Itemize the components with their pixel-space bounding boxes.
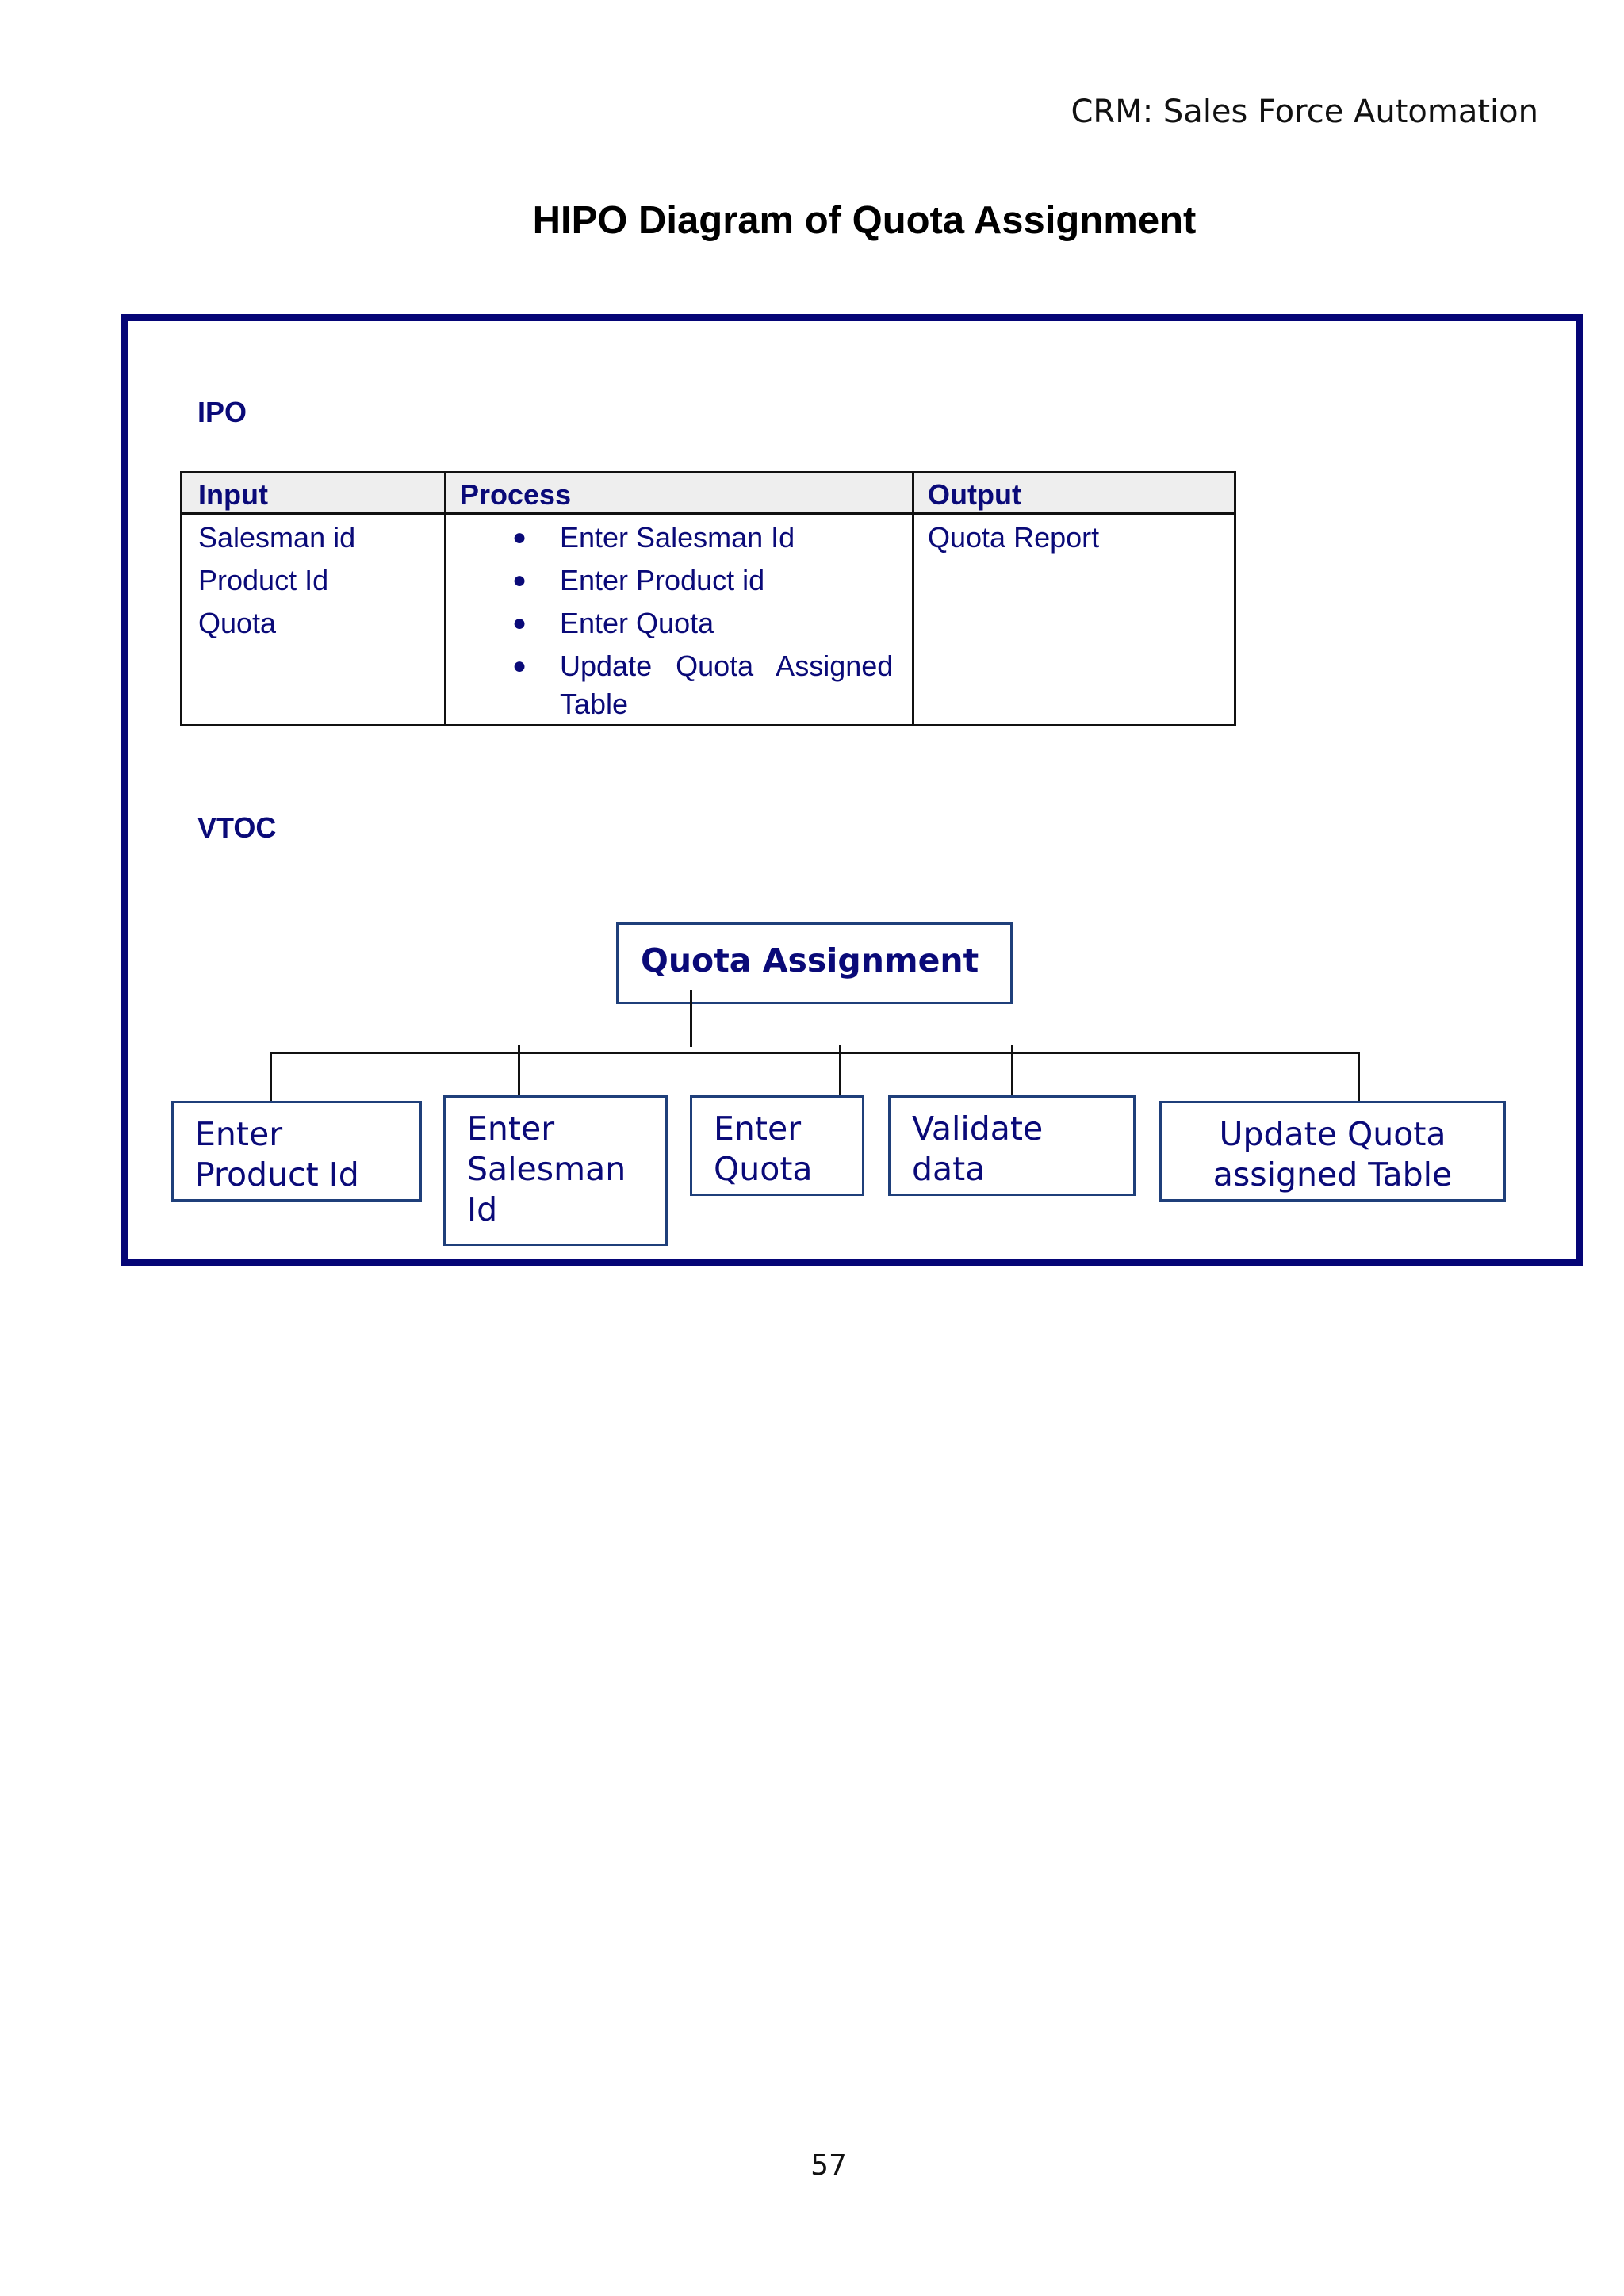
process-list bbox=[512, 516, 901, 726]
vtoc-child-box bbox=[690, 1095, 864, 1196]
process-step: ● Enter Quota bbox=[560, 602, 901, 645]
vtoc-child-box bbox=[888, 1095, 1136, 1196]
connector-line bbox=[270, 1052, 272, 1107]
vtoc-child-line: Update Quota bbox=[1219, 1115, 1446, 1153]
output-list bbox=[928, 516, 1099, 559]
input-column-header: Input bbox=[198, 478, 268, 511]
vtoc-root-label: Quota Assignment bbox=[641, 941, 979, 979]
connector-line bbox=[518, 1045, 520, 1102]
column-divider bbox=[444, 473, 446, 724]
column-divider bbox=[912, 473, 914, 724]
vtoc-child-line: Quota bbox=[714, 1150, 813, 1188]
bullet-icon: ● bbox=[512, 610, 527, 636]
input-item: Product Id bbox=[198, 564, 329, 596]
vtoc-child-box bbox=[443, 1095, 668, 1246]
connector-line bbox=[1358, 1052, 1360, 1107]
connector-line bbox=[1011, 1045, 1013, 1097]
process-step: ● Enter Product id bbox=[560, 559, 901, 602]
vtoc-child-box bbox=[1159, 1101, 1506, 1202]
connector-line bbox=[270, 1052, 1360, 1054]
vtoc-child-line: Enter bbox=[195, 1115, 283, 1153]
vtoc-child-line: Validate bbox=[912, 1110, 1044, 1148]
vtoc-child-line: data bbox=[912, 1150, 986, 1188]
ipo-label: IPO bbox=[197, 396, 247, 428]
connector-line bbox=[839, 1045, 841, 1102]
page-number: 57 bbox=[810, 2149, 847, 2182]
vtoc-child-line: Id bbox=[467, 1190, 498, 1228]
process-column-header: Process bbox=[460, 478, 572, 511]
page-title: HIPO Diagram of Quota Assignment bbox=[532, 199, 1197, 242]
process-step: ● Update Quota Assigned bbox=[560, 645, 901, 688]
vtoc-label: VTOC bbox=[197, 811, 277, 844]
vtoc-child-line: Enter bbox=[714, 1110, 802, 1148]
bullet-icon: ● bbox=[512, 524, 527, 550]
vtoc-child-line: Product Id bbox=[195, 1156, 359, 1194]
ipo-table-header-row bbox=[182, 473, 1234, 515]
output-item: Quota Report bbox=[928, 521, 1100, 554]
process-step-continuation: Table bbox=[560, 688, 629, 720]
running-header: CRM: Sales Force Automation bbox=[1071, 94, 1538, 130]
input-item: Salesman id bbox=[198, 521, 356, 554]
input-item: Quota bbox=[198, 607, 277, 639]
vtoc-child-line: Enter bbox=[467, 1110, 555, 1148]
bullet-icon: ● bbox=[512, 567, 527, 593]
output-column-header: Output bbox=[928, 478, 1021, 511]
vtoc-root-box bbox=[616, 922, 1013, 1004]
vtoc-child-line: assigned Table bbox=[1212, 1156, 1453, 1194]
bullet-icon: ● bbox=[512, 653, 527, 679]
input-list bbox=[198, 516, 355, 645]
ipo-table bbox=[180, 471, 1236, 726]
process-step: ● Enter Salesman Id bbox=[560, 516, 901, 559]
vtoc-child-line: Salesman bbox=[467, 1150, 626, 1188]
vtoc-child-box bbox=[171, 1101, 422, 1202]
connector-line bbox=[690, 990, 692, 1047]
